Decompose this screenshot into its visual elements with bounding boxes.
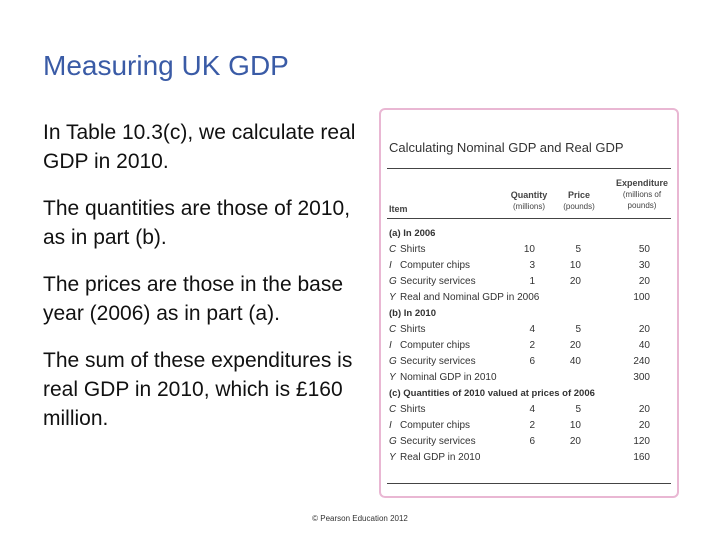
table-row bbox=[381, 356, 677, 372]
expenditure-cell: 20 bbox=[638, 404, 650, 415]
table-section-header bbox=[381, 388, 677, 404]
symbol-cell: C bbox=[389, 244, 397, 255]
symbol-cell: I bbox=[389, 340, 392, 351]
bullet-item: In Table 10.3(c), we calculate real GDP in 2010. bbox=[43, 121, 356, 173]
quantity-header: Quantity (millions) bbox=[510, 190, 548, 211]
expenditure-cell: 50 bbox=[638, 244, 650, 255]
table-row bbox=[381, 452, 677, 468]
item-cell: Computer chips bbox=[400, 340, 471, 351]
expenditure-cell: 30 bbox=[638, 260, 650, 271]
item-cell: Computer chips bbox=[400, 260, 471, 271]
symbol-cell: G bbox=[389, 276, 397, 287]
expenditure-header: Expenditure (millions of pounds) bbox=[615, 178, 668, 210]
symbol-cell: G bbox=[389, 356, 397, 367]
table-section-header bbox=[381, 308, 677, 324]
quantity-cell: 6 bbox=[529, 436, 535, 447]
header-rule-bottom bbox=[387, 218, 671, 219]
item-cell: Shirts bbox=[400, 404, 426, 415]
item-cell: Real GDP in 2010 bbox=[400, 452, 481, 463]
expenditure-cell: 120 bbox=[633, 436, 650, 447]
price-cell: 10 bbox=[569, 260, 581, 271]
header-rule-top bbox=[387, 168, 671, 169]
item-cell: Computer chips bbox=[400, 420, 471, 431]
symbol-cell: Y bbox=[389, 292, 396, 303]
item-cell: Security services bbox=[400, 276, 476, 287]
table-row bbox=[381, 260, 677, 276]
item-cell: Shirts bbox=[400, 324, 426, 335]
quantity-cell: 6 bbox=[529, 356, 535, 367]
table-row bbox=[381, 420, 677, 436]
expenditure-cell: 240 bbox=[633, 356, 650, 367]
item-cell: Nominal GDP in 2010 bbox=[400, 372, 497, 383]
table-title: Calculating Nominal GDP and Real GDP bbox=[389, 140, 624, 155]
section-label: (a) In 2006 bbox=[389, 228, 436, 239]
bullet-list bbox=[43, 118, 378, 451]
quantity-cell: 4 bbox=[529, 404, 535, 415]
expenditure-cell: 20 bbox=[638, 324, 650, 335]
bullet-item: The prices are those in the base year (2006) as in part (a). bbox=[43, 273, 344, 325]
price-cell: 40 bbox=[569, 356, 581, 367]
bullet-item: The sum of these expenditures is real GDP in 2010, which is £160 million. bbox=[43, 349, 353, 430]
price-cell: 20 bbox=[569, 276, 581, 287]
expenditure-cell: 100 bbox=[633, 292, 650, 303]
section-label: (c) Quantities of 2010 valued at prices of 2006 bbox=[389, 388, 595, 399]
symbol-cell: Y bbox=[389, 452, 396, 463]
expenditure-cell: 20 bbox=[638, 420, 650, 431]
table-row bbox=[381, 372, 677, 388]
quantity-cell: 1 bbox=[529, 276, 535, 287]
copyright-footer: © Pearson Education 2012 bbox=[312, 514, 408, 523]
quantity-cell: 2 bbox=[529, 420, 535, 431]
table-row bbox=[381, 292, 677, 308]
price-cell: 5 bbox=[575, 324, 581, 335]
table-row bbox=[381, 244, 677, 260]
quantity-cell: 3 bbox=[529, 260, 535, 271]
expenditure-cell: 300 bbox=[633, 372, 650, 383]
expenditure-cell: 40 bbox=[638, 340, 650, 351]
quantity-cell: 10 bbox=[523, 244, 535, 255]
symbol-cell: C bbox=[389, 404, 397, 415]
bullet-item: The quantities are those of 2010, as in part (b). bbox=[43, 197, 351, 249]
quantity-cell: 4 bbox=[529, 324, 535, 335]
symbol-cell: Y bbox=[389, 372, 396, 383]
table-row bbox=[381, 340, 677, 356]
price-cell: 5 bbox=[575, 244, 581, 255]
symbol-cell: G bbox=[389, 436, 397, 447]
symbol-cell: I bbox=[389, 420, 392, 431]
symbol-cell: I bbox=[389, 260, 392, 271]
price-cell: 10 bbox=[569, 420, 581, 431]
table-row bbox=[381, 276, 677, 292]
expenditure-cell: 20 bbox=[638, 276, 650, 287]
price-cell: 20 bbox=[569, 436, 581, 447]
table-section-header bbox=[381, 228, 677, 244]
slide-title: Measuring UK GDP bbox=[43, 50, 289, 81]
item-header: Item bbox=[389, 204, 408, 214]
expenditure-cell: 160 bbox=[633, 452, 650, 463]
gdp-table bbox=[379, 108, 679, 498]
item-cell: Shirts bbox=[400, 244, 426, 255]
table-row bbox=[381, 404, 677, 420]
item-cell: Security services bbox=[400, 356, 476, 367]
table-row bbox=[381, 436, 677, 452]
price-header: Price (pounds) bbox=[563, 190, 595, 211]
table-rule-bottom bbox=[387, 483, 671, 484]
quantity-cell: 2 bbox=[529, 340, 535, 351]
symbol-cell: C bbox=[389, 324, 397, 335]
price-cell: 5 bbox=[575, 404, 581, 415]
item-cell: Real and Nominal GDP in 2006 bbox=[400, 292, 540, 303]
section-label: (b) In 2010 bbox=[389, 308, 436, 319]
price-cell: 20 bbox=[569, 340, 581, 351]
table-row bbox=[381, 324, 677, 340]
item-cell: Security services bbox=[400, 436, 476, 447]
